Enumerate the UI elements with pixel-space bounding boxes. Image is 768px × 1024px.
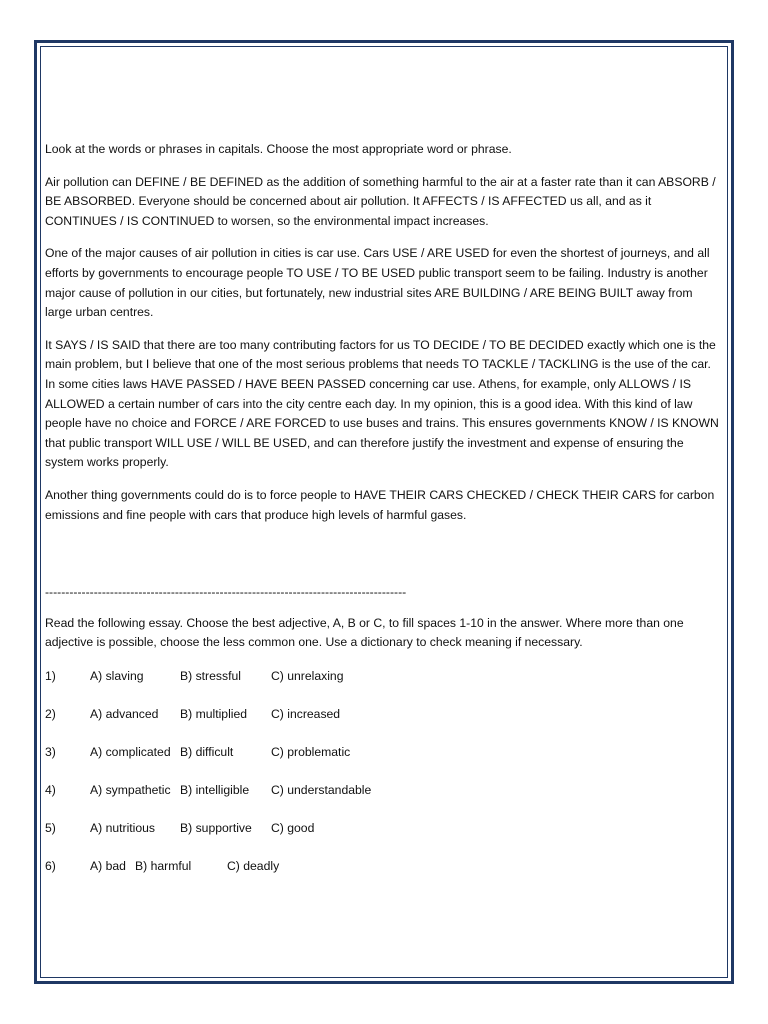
option-c: C) deadly [227,858,280,873]
option-c: C) increased [271,706,341,721]
option-a: A) slaving [90,668,144,683]
question-number: 4) [45,782,56,797]
instruction-1: Look at the words or phrases in capitals. Choose the most appropriate word or phrase. [45,142,512,156]
instruction-2: Read the following essay. Choose the best adjective, A, B or C, to fill spaces 1-10 in the answer. Where more than one adjective is possible, choose the less common one. Use a dictionary to check meaning if necessary. [45,615,684,650]
question-number: 1) [45,668,56,683]
option-b: B) difficult [180,744,234,759]
question-row [45,743,720,762]
separator-line: ----------------------------------------------------------------------------------------- [45,585,407,600]
worksheet-content [45,140,720,895]
question-row [45,819,720,838]
option-a: A) sympathetic [90,782,171,797]
option-b: B) stressful [180,668,241,683]
question-number: 2) [45,706,56,721]
option-a: A) complicated [90,744,171,759]
question-number: 5) [45,820,56,835]
paragraph-1: Air pollution can DEFINE / BE DEFINED as the addition of something harmful to the air at a faster rate than it can ABSORB / BE ABSORBED. Everyone should be concerned about air pollution. It AFFECTS / IS AFFECTED us all, and as it CONTINUES / IS CONTINUED to worsen, so the environmental impact increases. [45,174,716,228]
option-c: C) good [271,820,315,835]
option-b: B) multiplied [180,706,248,721]
question-row [45,705,720,724]
option-c: C) understandable [271,782,372,797]
question-row [45,667,720,686]
question-row [45,857,720,876]
option-a: A) nutritious [90,820,156,835]
option-b: B) harmful [135,858,192,873]
question-number: 6) [45,858,56,873]
option-b: B) intelligible [180,782,250,797]
paragraph-4: Another thing governments could do is to force people to HAVE THEIR CARS CHECKED / CHECK THEIR CARS for carbon emissions and fine people with cars that produce high levels of harmful gases. [45,487,715,522]
question-number: 3) [45,744,56,759]
option-b: B) supportive [180,820,252,835]
option-c: C) unrelaxing [271,668,344,683]
paragraph-3: It SAYS / IS SAID that there are too many contributing factors for us TO DECIDE / TO BE DECIDED exactly which one is the main problem, but I believe that one of the most serious problems that needs TO TACKLE / TACKLING is the use of the car. In some cities laws HAVE PASSED / HAVE BEEN PASSED concerning car use. Athens, for example, only ALLOWS / IS ALLOWED a certain number of cars into the city centre each day. In my opinion, this is a good idea. With this kind of law people have no choice and FORCE / ARE FORCED to use buses and trains. This ensures governments KNOW / IS KNOWN that public transport WILL USE / WILL BE USED, and can therefore justify the investment and expense of ensuring the system works properly. [45,337,719,470]
option-a: A) bad [90,858,126,873]
option-a: A) advanced [90,706,159,721]
question-list [45,667,720,876]
option-c: C) problematic [271,744,351,759]
paragraph-2: One of the major causes of air pollution in cities is car use. Cars USE / ARE USED for even the shortest of journeys, and all efforts by governments to encourage people TO USE / TO BE USED public transport seem to be failing. Industry is another major cause of pollution in our cities, but fortunately, new industrial sites ARE BUILDING / ARE BEING BUILT away from large urban centres. [45,246,710,320]
question-row [45,781,720,800]
